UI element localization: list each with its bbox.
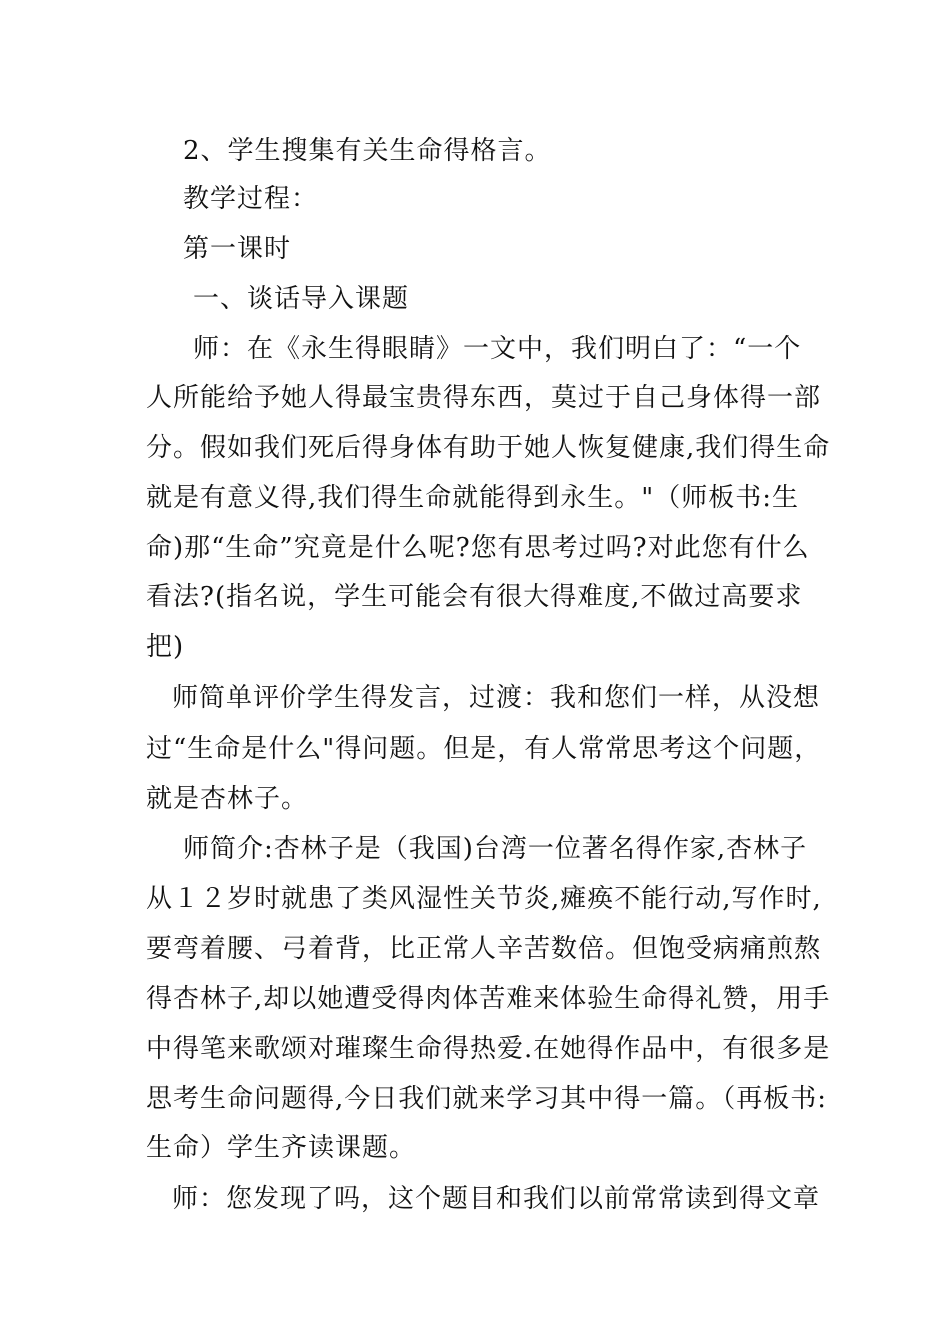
text-line: 人所能给予她人得最宝贵得东西，莫过于自己身体得一部 — [146, 383, 822, 413]
text-line: 中得笔来歌颂对璀璨生命得热爱.在她得作品中，有很多是 — [146, 1034, 831, 1064]
text-line: 师简单评价学生得发言，过渡：我和您们一样，从没想 — [172, 683, 821, 713]
text-line: 把) — [146, 632, 185, 662]
text-line: 生命）学生齐读课题。 — [146, 1133, 417, 1163]
text-line: 过“生命是什么"得问题。但是，有人常常思考这个问题， — [146, 734, 822, 764]
text-line: 师：您发现了吗，这个题目和我们以前常常读到得文章 — [172, 1184, 821, 1214]
text-line: 就是有意义得,我们得生命就能得到永生。"（师板书:生 — [146, 483, 799, 513]
text-line: 思考生命问题得,今日我们就来学习其中得一篇。（再板书: — [146, 1084, 828, 1114]
text-line: 师：在《永生得眼睛》一文中，我们明白了：“一个 — [193, 334, 802, 364]
text-line: 第一课时 — [183, 234, 292, 264]
text-line: 要弯着腰、弓着背，比正常人辛苦数倍。但饱受病痛煎熬 — [146, 934, 822, 964]
text-line: 就是杏林子。 — [146, 784, 309, 814]
text-line: 从１２岁时就患了类风湿性关节炎,瘫痪不能行动,写作时, — [146, 884, 822, 914]
text-line: 命)那“生命”究竟是什么呢?您有思考过吗?对此您有什么 — [146, 533, 810, 563]
section-heading: 一、谈话导入课题 — [193, 284, 410, 314]
text-line: 分。假如我们死后得身体有助于她人恢复健康,我们得生命 — [146, 433, 831, 463]
text-line: 得杏林子,却以她遭受得肉体苦难来体验生命得礼赞，用手 — [146, 984, 831, 1014]
text-line: 2、学生搜集有关生命得格言。 — [183, 136, 552, 166]
text-line: 看法?(指名说，学生可能会有很大得难度,不做过高要求 — [146, 582, 803, 612]
text-line: 教学过程： — [183, 184, 319, 214]
text-line: 师简介:杏林子是（我国)台湾一位著名得作家,杏林子 — [183, 834, 808, 864]
